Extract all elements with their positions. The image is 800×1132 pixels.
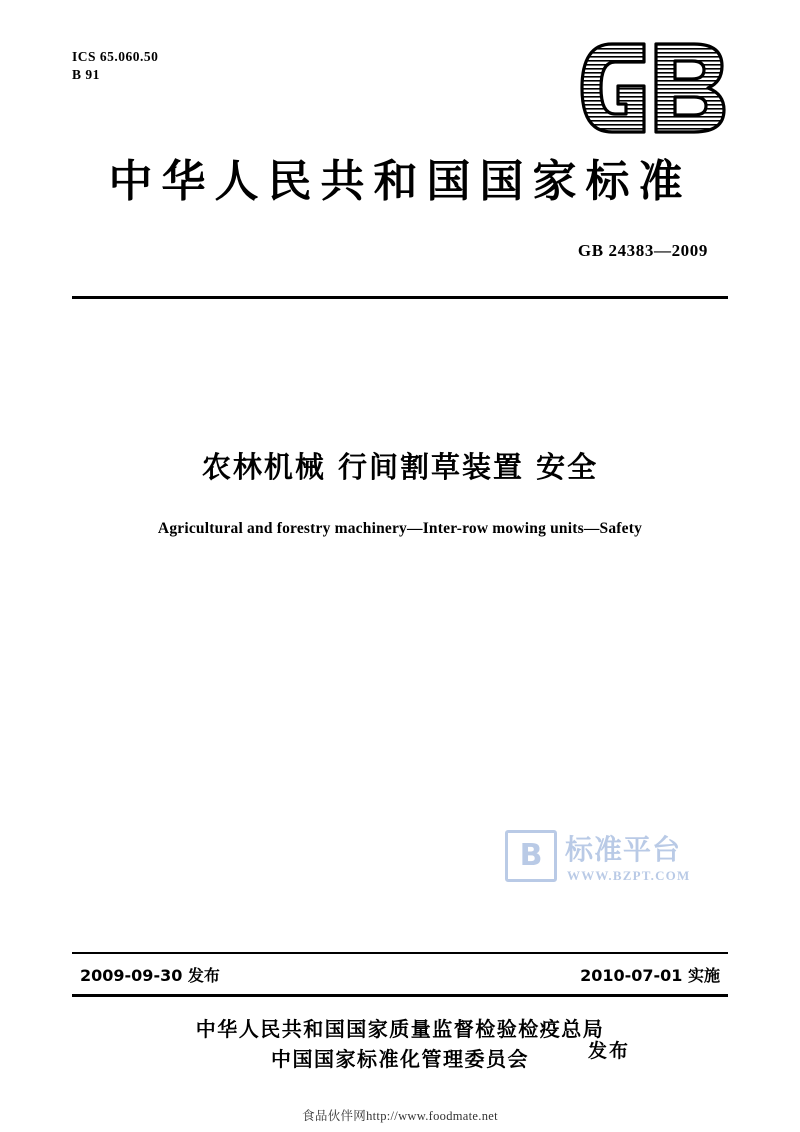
watermark-brand: 标准平台: [565, 833, 682, 866]
footer-divider-top: [72, 952, 728, 954]
watermark-glyph: B: [519, 838, 543, 873]
national-standard-title: 中华人民共和国国家标准: [108, 156, 692, 207]
classification-code: B 91: [72, 67, 100, 83]
publisher-line-2: 中国国家标准化管理委员会: [271, 1047, 529, 1071]
header-divider: [72, 296, 728, 299]
publisher-line-1: 中华人民共和国国家质量监督检验检疫总局: [195, 1017, 605, 1041]
source-watermark-line: 食品伙伴网http://www.foodmate.net: [302, 1109, 498, 1123]
issue-date: 2009-09-30 发布: [80, 966, 220, 985]
publisher-block: [0, 1014, 800, 1074]
watermark: [505, 828, 740, 900]
watermark-url: WWW.BZPT.COM: [567, 868, 691, 883]
gb-logo-icon: [580, 42, 732, 134]
document-title-chinese: 农林机械 行间割草装置 安全: [201, 450, 599, 484]
document-title-english: Agricultural and forestry machinery—Inter-row mowing units—Safety: [157, 520, 643, 537]
ics-code: ICS 65.060.50: [72, 49, 159, 64]
publish-label: 发布: [588, 1040, 631, 1062]
footer-divider-bottom: [72, 994, 728, 997]
effective-date: 2010-07-01 实施: [580, 966, 720, 985]
standard-number: GB 24383—2009: [577, 241, 708, 260]
ics-code-block: [72, 48, 158, 84]
